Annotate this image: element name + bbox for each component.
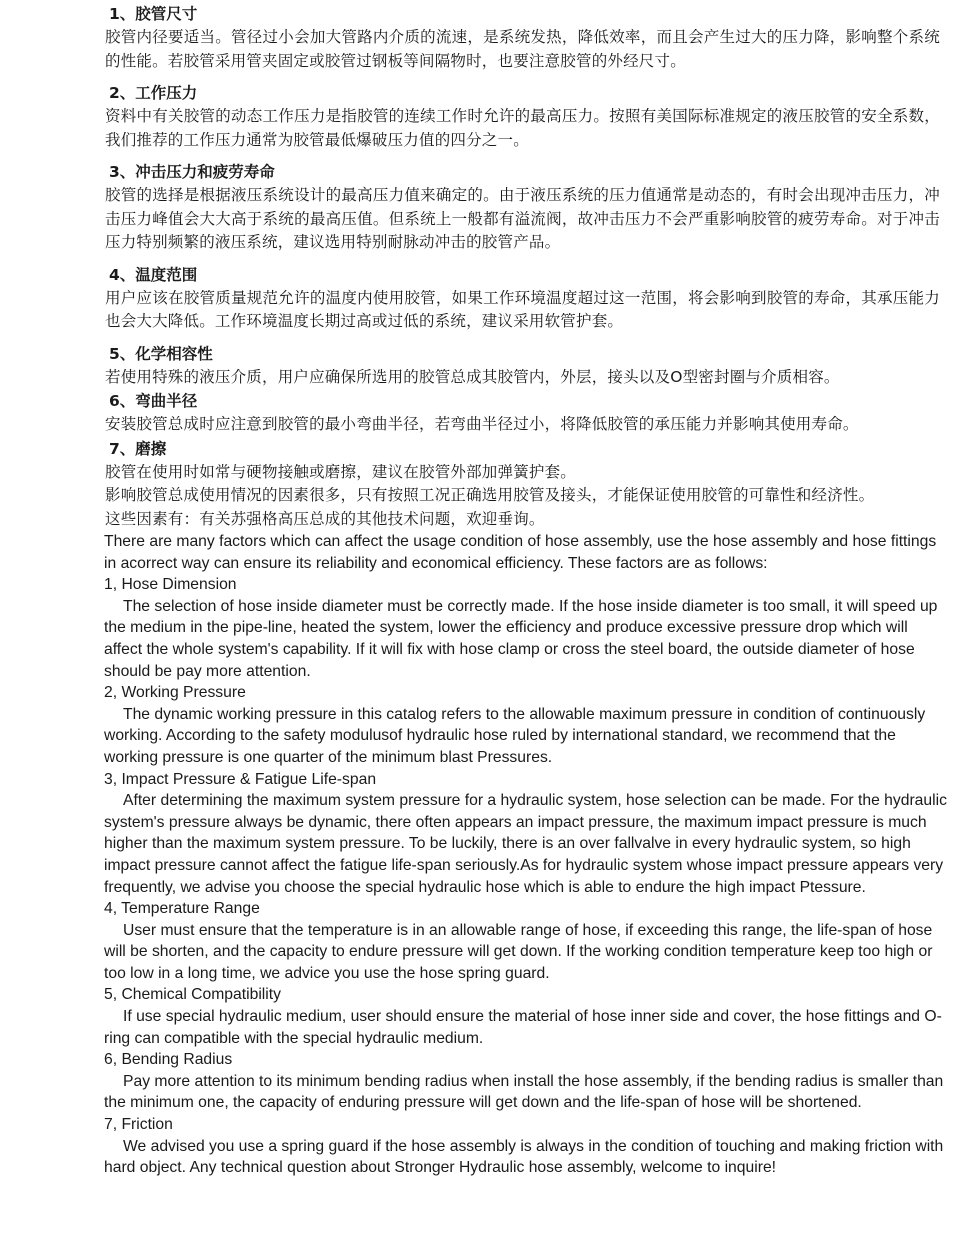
en-section-heading: 7, Friction [104,1116,173,1134]
cn-section-3 [105,160,940,255]
cn-section-heading: 6、弯曲半径 [109,392,198,410]
cn-closing-line-1: 影响胶管总成使用情况的因素很多，只有按照工况正确选用胶管及接头，才能保证使用胶管的可靠性和经济性。 [105,486,875,504]
en-section-body: If use special hydraulic medium, user should ensure the material of hose inner side and cover, the hose fittings and O-ring can compatible with the special hydraulic medium. [104,1008,942,1047]
cn-section-heading: 1、胶管尺寸 [109,5,198,23]
en-section-body: User must ensure that the temperature is in an allowable range of hose, if exceeding this range, the life-span of hose will be shorten, and the capacity to endure pressure will get down. If the working condition temperature keep too high or too low in a long time, we advice you use the hose spring guard. [104,921,933,982]
cn-section-1 [105,2,940,73]
cn-section-body: 若使用特殊的液压介质，用户应确保所选用的胶管总成其胶管内，外层，接头以及O型密封圈与介质相容。 [105,367,840,386]
cn-section-5 [105,342,940,390]
english-section-block [104,531,947,1179]
en-section-heading: 2, Working Pressure [104,684,246,702]
cn-section-body: 用户应该在胶管质量规范允许的温度内使用胶管，如果工作环境温度超过这一范围，将会影响到胶管的寿命，其承压能力也会大大降低。工作环境温度长期过高或过低的系统，建议采用软管护套。 [105,288,940,330]
cn-section-heading: 4、温度范围 [109,265,198,284]
en-section-heading: 1, Hose Dimension [104,576,237,594]
cn-section-body: 胶管在使用时如常与硬物接触或磨擦，建议在胶管外部加弹簧护套。 [105,462,577,481]
en-section-heading: 4, Temperature Range [104,900,260,918]
cn-section-6 [105,389,940,437]
en-section-heading: 5, Chemical Compatibility [104,986,281,1004]
en-section-body: The dynamic working pressure in this catalog refers to the allowable maximum pressure in condition of continuously working. According to the safety modulusof hydraulic hose ruled by international standard, we recommend that the working pressure is one quarter of the minimum blast Pressures. [104,705,926,766]
cn-closing-line-2: 这些因素有：有关苏强格高压总成的其他技术问题，欢迎垂询。 [105,509,545,528]
en-section-body: The selection of hose inside diameter must be correctly made. If the hose inside diameter is too small, it will speed up the medium in the pipe-line, heated the system, lower the efficiency and produce excessive pressure drop which will affect the whole system's capability. If it will fix with hose clamp or cross the steel board, the outside diameter of hose should be pay more attention. [104,597,938,680]
cn-section-heading: 7、磨擦 [109,439,167,458]
cn-section-heading: 2、工作压力 [109,84,198,102]
chinese-section-block [105,2,940,531]
cn-section-body: 安装胶管总成时应注意到胶管的最小弯曲半径，若弯曲半径过小，将降低胶管的承压能力并影响其使用寿命。 [105,415,859,433]
en-section-heading: 6, Bending Radius [104,1051,233,1069]
cn-section-4 [105,263,940,334]
cn-section-body: 胶管的选择是根据液压系统设计的最高压力值来确定的。由于液压系统的压力值通常是动态的，有时会出现冲击压力，冲击压力峰值会大大高于系统的最高压值。但系统上一般都有溢流阀，故冲击压力不会严重影响胶管的疲劳寿命。对于冲击压力特别频繁的液压系统，建议选用特别耐脉动冲击的胶管产品。 [105,186,940,251]
cn-section-7 [105,437,940,485]
en-section-heading: 3, Impact Pressure & Fatigue Life-span [104,770,377,788]
en-intro: There are many factors which can affect the usage condition of hose assembly, use the hose assembly and hose fittings in acorrect way can ensure its reliability and economical efficiency. These factors are as follows: [104,533,937,572]
en-section-body: After determining the maximum system pressure for a hydraulic system, hose selection can be made. For the hydraulic system's pressure always be dynamic, there often appears an impact pressure, the maximum impact pressure is much higher than the maximum system pressure. To be luckily, there is an over fallvalve in every hydraulic system, so high impact pressure cannot affect the fatigue life-span seriously.As for hydraulic system whose impact pressure appears very frequently, we advise you choose the special hydraulic hose which is able to endure the high impact Ptessure. [104,792,947,896]
cn-section-body: 胶管内径要适当。管径过小会加大管路内介质的流速，是系统发热，降低效率，而且会产生过大的压力降，影响整个系统的性能。若胶管采用管夹固定或胶管过钢板等间隔物时，也要注意胶管的外经尺寸。 [105,28,940,70]
cn-section-heading: 3、冲击压力和疲劳寿命 [109,163,275,181]
en-section-body: Pay more attention to its minimum bending radius when install the hose assembly, if the bending radius is smaller than the minimum one, the capacity of enduring pressure will get down and the life-span of hose will be shortened. [104,1072,944,1112]
cn-section-heading: 5、化学相容性 [109,344,213,363]
cn-section-2 [105,81,940,152]
cn-section-body: 资料中有关胶管的动态工作压力是指胶管的连续工作时允许的最高压力。按照有美国际标准规定的液压胶管的安全系数，我们推荐的工作压力通常为胶管最低爆破压力值的四分之一。 [105,107,940,149]
en-section-body: We advised you use a spring guard if the hose assembly is always in the condition of touching and making friction with hard object. Any technical question about Stronger Hydraulic hose assembly, welcome to inquire! [104,1137,944,1177]
